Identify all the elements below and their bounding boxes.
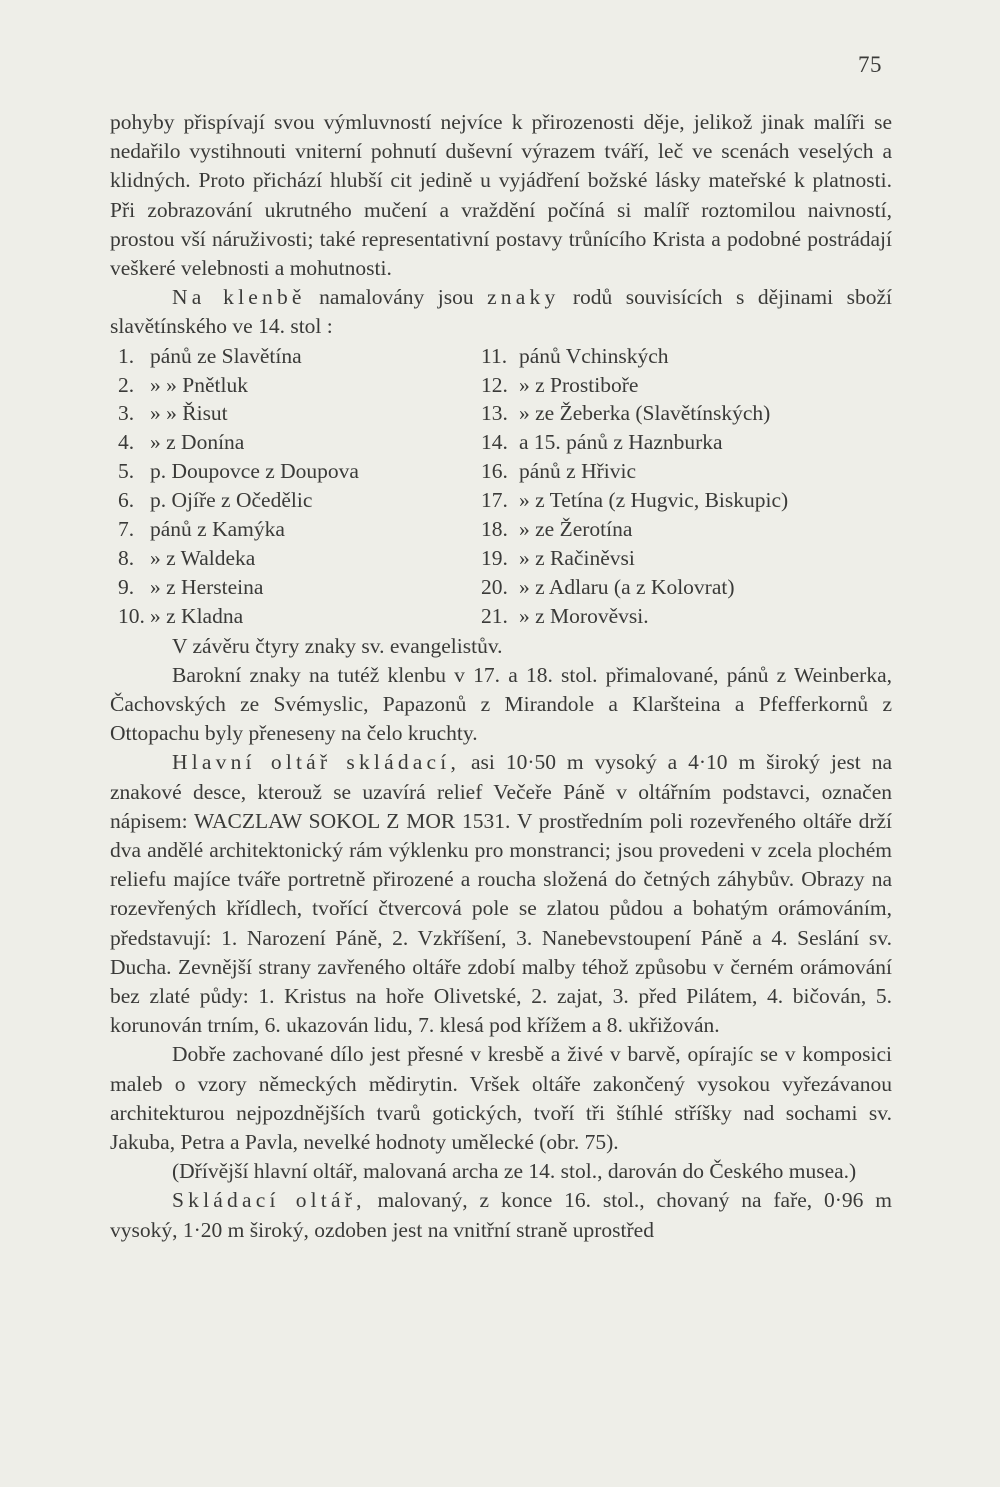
list-item [118, 399, 458, 428]
page-body [110, 108, 892, 1245]
paragraph-main-altar-text: asi 10·50 m vysoký a 4·10 m široký jest na znakové desce, kterouž se uzavírá relief Večeře Páně v oltářním podstavci, označen nápisem: WACZLAW SOKOL Z MOR 1531. V prostředním poli rozevřeného oltáře drží dva andělé architektonický rám výklenku pro monstranci; jsou provedeni v zcela plochém reliefu majíce tváře portretně přirozené a roucha složená do četných záhybův. Obrazy na rozevřených křídlech, tvořící čtvercová pole se zlatou půdou a bohatým orámováním, představují: 1. Narození Páně, 2. Vzkříšení, 3. Nanebevstoupení Páně a 4. Seslání sv. Ducha. Zevnější strany zavřeného oltáře zdobí malby téhož způsobu v černém orámování bez zlaté půdy: 1. Kristus na hoře Olivetské, 2. zajat, 3. před Pilátem, 4. bičován, 5. korunován trním, 6. ukazován lidu, 7. klesá pod křížem a 8. ukřižován. [110, 750, 892, 1038]
list-item-text: » z Tetína (z Hugvic, Biskupic) [519, 488, 789, 513]
list-item [481, 515, 901, 544]
list-item-number: 14. [481, 430, 508, 455]
list-item-number: 2. [118, 372, 135, 397]
spaced-term-folding-altar: Skládací oltář, [172, 1188, 366, 1213]
list-item-text: » z Hersteina [150, 574, 264, 599]
list-item [118, 342, 458, 371]
paragraph-main-altar [110, 748, 892, 1040]
list-item-number: 18. [481, 516, 508, 541]
paragraph-folding-altar-text: malovaný, z konce 16. stol., chovaný na faře, 0·96 m vysoký, 1·20 m široký, ozdoben jest na vnitřní straně uprostřed [110, 1188, 893, 1242]
list-item-text: a 15. pánů z Haznburka [519, 430, 723, 455]
crests-list-right [481, 342, 901, 631]
list-item-number: 21. [481, 603, 508, 628]
list-item-number: 3. [118, 401, 135, 426]
crests-list [110, 342, 892, 632]
list-item-text: » z Kladna [150, 603, 244, 628]
list-item-number: 19. [481, 545, 508, 570]
list-item-text: » » Řisut [150, 401, 228, 426]
paragraph-1: pohyby přispívají svou výmluvností nejvíce k přirozenosti děje, jelikož jinak malíři se nedařilo vystihnouti vniterní pohnutí duševní výrazem tváří, leč ve scenách veselých a klidných. Proto přichází hlubší cit jedině u vyjádření božské lásky mateřské k platnosti. Při zobrazování ukrutného mučení a vraždění počíná si malíř roztomilou naivností, prostou vší náruživosti; také representativní postavy trůnícího Krista a podobné postrádají veškeré velebnosti a mohutnosti. [110, 110, 892, 281]
list-item-number: 17. [481, 488, 508, 513]
paragraph-well-preserved: Dobře zachované dílo jest přesné v kresbě a živé v barvě, opírajíc se v komposici maleb o vzory německých mědirytin. Vršek oltáře zakončený vysokou vyřezávanou architekturou nejpozdnějších tvarů gotických, tvoří tři štíhlé stříšky nad sochami sv. Jakuba, Petra a Pavla, nevelké hodnoty umělecké (obr. 75). [110, 1042, 892, 1155]
list-item [481, 371, 901, 400]
list-item-text: pánů z Kamýka [150, 516, 285, 541]
list-item [118, 602, 458, 631]
list-item-number: 7. [118, 516, 135, 541]
list-item-number: 9. [118, 574, 135, 599]
list-item-number: 1. [118, 343, 135, 368]
list-item-number: 4. [118, 430, 135, 455]
list-item-text: » z Donína [150, 430, 245, 455]
list-item-text: pánů z Hřivic [519, 459, 637, 484]
page-number: 75 [858, 52, 882, 77]
list-item [118, 515, 458, 544]
list-item-number: 13. [481, 401, 508, 426]
list-item-text: » z Waldeka [150, 545, 256, 570]
list-item-text: » ze Žeberka (Slavětínských) [519, 401, 771, 426]
list-item-number: 5. [118, 459, 135, 484]
list-item [118, 428, 458, 457]
crests-list-left [118, 342, 458, 631]
list-item [481, 457, 901, 486]
list-item-text: p. Doupovce z Doupova [150, 459, 359, 484]
paragraph-2-mid: namalovány jsou [305, 285, 488, 310]
list-item-text: pánů ze Slavětína [150, 343, 302, 368]
list-item-text: » z Račiněvsi [519, 545, 635, 570]
list-item [118, 457, 458, 486]
paragraph-baroque-crests: Barokní znaky na tutéž klenbu v 17. a 18. stol. přimalované, pánů z Weinberka, Čachovských ze Svémyslic, Papazonů z Mirandole a Klaršteina a Pfefferkornů z Ottopachu byly přeneseny na čelo kruchty. [110, 662, 892, 746]
list-item-text: » ze Žerotína [519, 516, 633, 541]
list-item [481, 428, 901, 457]
list-item [118, 486, 458, 515]
list-item-number: 16. [481, 459, 508, 484]
spaced-term-klenbe: Na klenbě [172, 285, 306, 310]
list-item-text: p. Ojíře z Očedělic [150, 488, 313, 513]
list-item-text: pánů Vchinských [519, 343, 669, 368]
spaced-term-znaky: znaky [487, 285, 560, 310]
list-item [481, 573, 901, 602]
list-item [481, 342, 901, 371]
list-item [481, 399, 901, 428]
paragraph-folding-altar [110, 1186, 892, 1244]
list-item-number: 10. [118, 603, 145, 628]
paragraph-2-rest: rodů souvisících s dějinami sboží slavětínského ve 14. stol : [110, 285, 892, 339]
list-item [118, 371, 458, 400]
paragraph-former-altar: (Dřívější hlavní oltář, malovaná archa ze 14. stol., darován do Českého musea.) [172, 1159, 857, 1184]
list-item-text: » z Prostiboře [519, 372, 639, 397]
list-item-text: » z Morověvsi. [519, 603, 649, 628]
list-item-text: » » Pnětluk [150, 372, 248, 397]
list-item-number: 20. [481, 574, 508, 599]
list-item-number: 12. [481, 372, 508, 397]
paragraph-evangelists: V závěru čtyry znaky sv. evangelistův. [172, 633, 503, 658]
list-item-number: 8. [118, 545, 135, 570]
list-item [118, 544, 458, 573]
list-item [481, 486, 901, 515]
list-item-number: 11. [481, 343, 508, 368]
list-item [118, 573, 458, 602]
list-item-text: » z Adlaru (a z Kolovrat) [519, 574, 735, 599]
spaced-term-main-altar: Hlavní oltář skládací, [172, 750, 461, 775]
list-item [481, 602, 901, 631]
paragraph-crests-intro [110, 283, 892, 341]
list-item [481, 544, 901, 573]
list-item-number: 6. [118, 488, 135, 513]
